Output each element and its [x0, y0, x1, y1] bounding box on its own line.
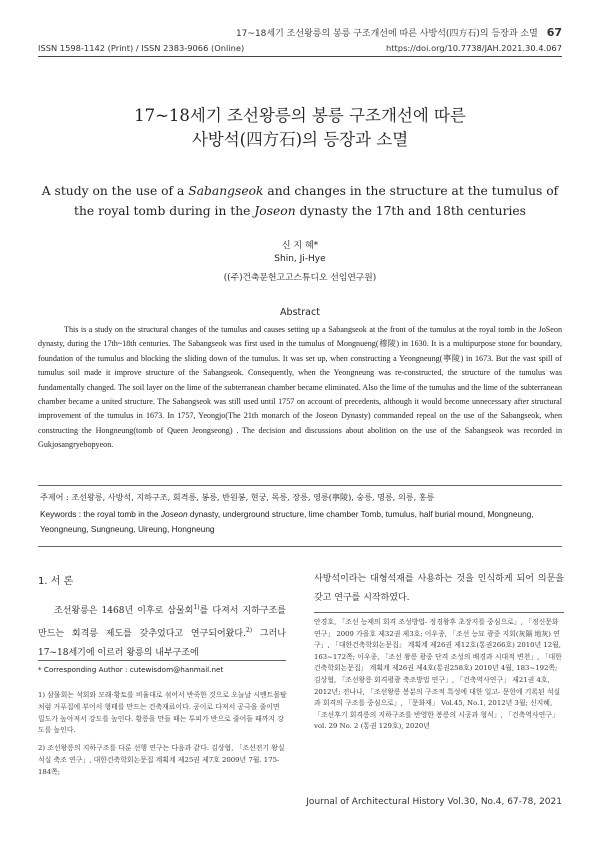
footnote-references: 안경호, 「조선 능제의 회격 조성방법- 정경왕후 초장지를 중심으로」, 「정신문화연구」 2009 가을호 제32권 제3호; 이우종, 「조선 능묘 광중 지회(灰隔 地灰) 연구」, 「대한건축학회논문집」 계획계 제26권 제12호(통권266호) 2010년 12월, 163~172쪽; 이우종, 「조선 왕릉 광중 단격 조성의 배경과 시대적 변천」, 「대한건축학회논문집」 계획계 제26권 제4호(통권258호) 2010년 4월, 183~192쪽; 김상협, 「조선왕릉 회격평광 축조방법 연구」, 「건축역사연구」 제21권 4호, 2012년; 전나나, 「조선왕릉 봉분의 구조적 특성에 대한 일고- 문헌에 기록된 석실과 회격의 구조를 중심으로」, 「문화재」 Vol.45, No.1, 2012년 3월; 신지혜, 「조선후기 회격릉의 지하구조를 반영한 봉릉의 시공과 형식」, 「건축역사연구」 vol. 29 No. 2 (통권 129호), 2020년 — [314, 618, 562, 731]
footnote-2: 2) 조선왕릉의 지하구조를 다룬 선행 연구는 다음과 같다. 김상협, 「조선전기 왕실 석실 축조 연구」, 대한건축학회논문집 계획계 제25권 제7호 2009년 7월. 175-184쪽; — [38, 744, 285, 776]
running-title: 17~18세기 조선왕릉의 봉릉 구조개선에 따른 사방석(四方石)의 등장과 소멸 — [235, 29, 538, 39]
author-affiliation: ((주)건축문헌고고스튜디오 선임연구원) — [223, 273, 377, 283]
english-title-part2: and changes in the structure at the tumulus of the royal tomb during in the — [74, 184, 559, 218]
keywords-korean: 주제어 : 조선왕릉, 사방석, 지하구조, 회격릉, 봉릉, 반원봉, 현궁, 목릉, 장릉, 영릉(寧陵), 숭릉, 명릉, 의릉, 홍릉 — [40, 492, 435, 502]
corresponding-author: * Corresponding Author : cutewisdom@hanmail.net — [38, 665, 224, 674]
body-text-left — [38, 598, 286, 663]
body-left-c: 그러나 17~18세기에 이르러 왕릉의 내부구조에 — [38, 629, 286, 658]
keywords-english-italic: Joseon — [160, 509, 188, 519]
body-text-right: 사방석이라는 대형석재를 사용하는 것을 인식하게 되어 의문을 갖고 연구를 시작하였다. — [314, 574, 564, 603]
korean-title-line1: 17~18세기 조선왕릉의 봉릉 구조개선에 따른 — [134, 106, 466, 125]
running-header — [236, 26, 562, 39]
footnote-ref-1[interactable]: 1) — [193, 604, 200, 611]
english-title — [40, 181, 560, 221]
header-rule — [38, 56, 562, 57]
english-title-part1: A study on the use of a — [41, 184, 189, 198]
abstract-text: This is a study on the structural changes of the tumulus and causes setting up a Sabangseok at the front of the tumulus at the royal tomb in the JoSeon dynasty, during the 17th~18th centuries. The Sabangseok was first used in the tumulus of Mongnueng(穆陵) in 1630. It is a multipurpose stone for boundary, foundation of the tumulus and blocking the sliding down of the tumulus. It was set up, when constructing a Yeongneung(寧陵) in 1673. But the vast spill of tumulus soil made it improve structure of the Sabangseok. Consequently, when the Yeongneung was re-constructed, the structure of the tumulus was fundamentally changed. The soil layer on the lime of the subterranean chamber became eliminated. Also the lime of the tumulus and the lime of the subterranean chamber became a united structure. The Sabangseok was still used until 1757 on account of precedents, although it would become unnecessary after structural improvement of the tumulus in 1673. In 1757, Yeongjo(The 21th monarch of the Joseon Dynasty) commanded repeal on the use of the Sabangseok, when constructing the Hongneung(tomb of Queen Jeongseong) . The decision and discussions about abolition on the use of the Sabangseok was recorded in Gukjosangryebopyeon. — [38, 325, 562, 450]
keywords-english-rest: dynasty, underground structure, lime chamber Tomb, tumulus, half burial mound, Mongneung, Yeongneung, Sungneung, Uireung, Hongneung — [40, 509, 534, 534]
body-left-a: 조선왕릉은 1468년 이후로 삼물회 — [54, 606, 194, 616]
english-title-italic2: Joseon — [254, 204, 296, 218]
footnotes-left — [38, 690, 288, 785]
keywords-english — [40, 507, 560, 537]
body-left-b: 를 다져서 지하구조를 만드는 회격릉 제도를 갖추었다고 연구되어왔다. — [38, 606, 286, 639]
footnote-rule-right — [314, 612, 564, 613]
korean-title — [0, 104, 600, 152]
journal-footer: Journal of Architectural History Vol.30, No.4, 67-78, 2021 — [306, 797, 562, 807]
footnotes-right — [314, 617, 564, 733]
footnote-ref-2[interactable]: 2) — [245, 627, 253, 634]
footnote-1: 1) 삼물회는 석회와 모래·황토를 비율대로 섞어서 반죽한 것으로 오늘날 시멘트몰탈처럼 거푸집에 부어서 형태를 만드는 건축재료이다. 공이로 다져서 공극을 줄이면 밀도가 높아져서 강도를 높인다. 황릉을 만들 때는 투피가 반으로 줄어들 때까지 강도를 높인다. — [38, 691, 287, 735]
keywords-english-prefix: Keywords : the royal tomb in the — [40, 509, 161, 519]
abstract-heading: Abstract — [280, 307, 320, 318]
english-title-italic1: Sabangseok — [188, 184, 264, 198]
english-title-part3: dynasty the 17th and 18th centuries — [295, 204, 526, 218]
doi-link[interactable]: https://doi.org/10.7738/JAH.2021.30.4.067 — [386, 43, 562, 53]
author-name-english: Shin, Ji-Hye — [274, 254, 326, 264]
author-name-korean: 신 지 혜* — [281, 241, 319, 251]
section-heading: 1. 서 론 — [38, 576, 74, 587]
page-number: 67 — [546, 26, 562, 39]
korean-title-line2: 사방석(四方石)의 등장과 소멸 — [191, 130, 409, 149]
footnote-rule-left — [38, 660, 286, 661]
issn: ISSN 1598-1142 (Print) / ISSN 2383-9066 (Online) — [38, 43, 245, 53]
